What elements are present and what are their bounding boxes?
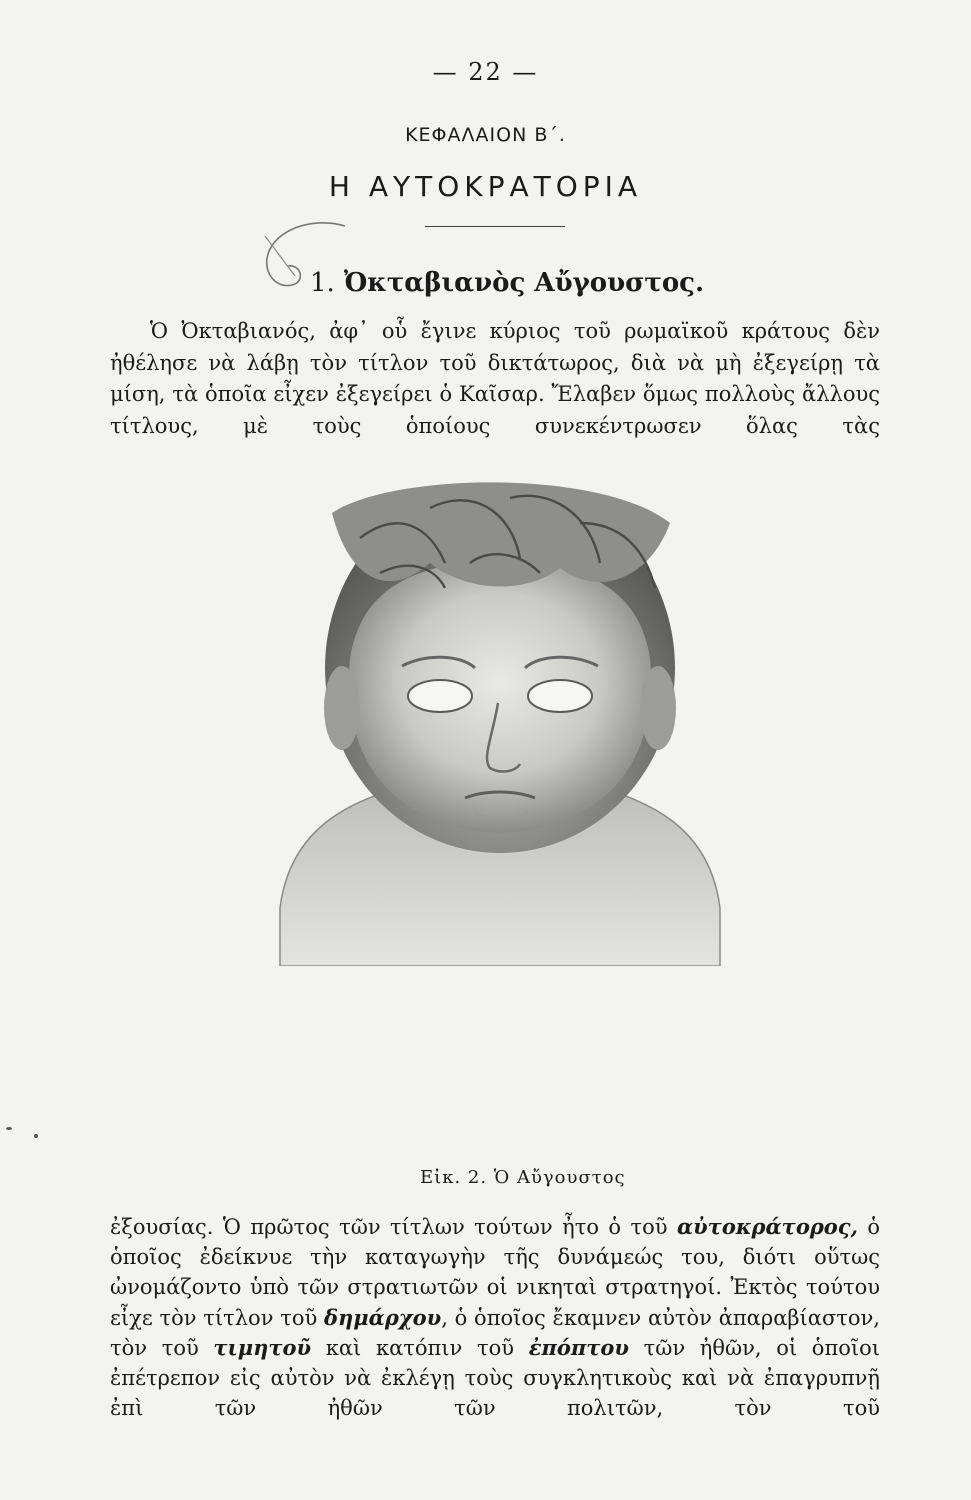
section-number: 1. xyxy=(310,268,335,298)
emphasis-timitou: τιμητοῦ xyxy=(213,1334,312,1360)
page-number: — 22 — xyxy=(432,58,539,86)
emphasis-dimarchou: δημάρχου xyxy=(324,1304,442,1330)
body-paragraph-2 xyxy=(110,1212,880,1423)
section-title: Ὀκταβιανὸς Αὔγουστος. xyxy=(343,268,705,298)
text-run: ἐξουσίας. Ὁ πρῶτος τῶν τίτλων τούτων ἦτο ὁ τοῦ xyxy=(110,1215,677,1239)
chapter-label: ΚΕΦΑΛΑΙΟΝ Β΄. xyxy=(405,124,566,146)
text-run: τῶν ἠθῶν, οἱ ὁποῖοι ἐπέτρεπον εἰς αὐτὸν νὰ ἐκλέγῃ τοὺς συγκλητικοὺς καὶ νὰ ἐπαγρυπνῇ ἐπὶ τῶν ἠθῶν τῶν πολιτῶν, τὸν τοῦ xyxy=(110,1335,880,1421)
text-run: καὶ κατόπιν τοῦ xyxy=(311,1335,529,1360)
scan-speck xyxy=(34,1134,38,1138)
section-heading xyxy=(310,268,704,298)
text-run: , ὁ ὁποῖος ἔκαμνεν αὐτὸν ἀπαραβίαστον, τὸν τοῦ xyxy=(110,1305,880,1360)
emphasis-autokratoros: αὐτοκράτορος, xyxy=(676,1214,858,1239)
scan-speck xyxy=(6,1127,12,1130)
augustus-bust-photo xyxy=(270,468,730,966)
text-run: ὁ ὁποῖος ἐδείκνυε τὴν καταγωγὴν τῆς δυνάμεώς του, διότι οὕτως ὠνομάζοντο ὑπὸ τῶν στρατιωτῶν οἱ νικηταὶ στρατηγοί. Ἐκτὸς τούτου εἶχε τὸν τίτλον τοῦ xyxy=(110,1215,880,1330)
figure-caption: Εἰκ. 2. Ὁ Αὔγουστος xyxy=(420,1167,626,1188)
emphasis-epoptou: ἐπόπτου xyxy=(528,1334,629,1360)
title-divider xyxy=(425,226,565,227)
chapter-title: Η ΑΥΤΟΚΡΑΤΟΡΙΑ xyxy=(328,170,643,203)
body-paragraph-1: Ὁ Ὀκταβιανός, ἀφ᾽ οὗ ἔγινε κύριος τοῦ ρωμαϊκοῦ κράτους δὲν ἠθέλησε νὰ λάβῃ τὸν τίτλον τοῦ δικτάτωρος, διὰ νὰ μὴ ἐξεγείρῃ τὰ μίση, τὰ ὁποῖα εἶχεν ἐξεγείρει ὁ Καῖσαρ. Ἔλαβεν ὅμως πολλοὺς ἄλλους τίτλους, μὲ τοὺς ὁποίους συνεκέντρωσεν ὅλας τὰς xyxy=(110,319,880,438)
